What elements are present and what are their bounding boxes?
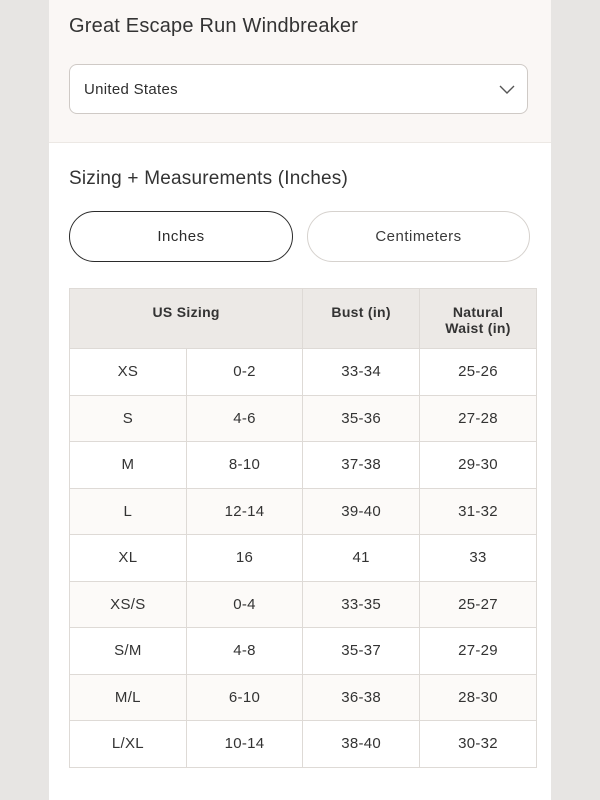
- table-row: [70, 674, 537, 721]
- inches-toggle-button[interactable]: Inches: [69, 211, 293, 262]
- product-title: Great Escape Run Windbreaker: [69, 15, 359, 37]
- waist-cell: 25-27: [420, 581, 537, 628]
- us-number-cell: 8-10: [186, 442, 303, 489]
- table-row: [70, 628, 537, 675]
- centimeters-toggle-button[interactable]: Centimeters: [307, 211, 530, 262]
- waist-cell: 33: [420, 535, 537, 582]
- size-cell: M: [70, 442, 187, 489]
- us-number-cell: 0-4: [186, 581, 303, 628]
- bust-header: Bust (in): [303, 289, 420, 349]
- us-number-cell: 12-14: [186, 488, 303, 535]
- size-cell: S: [70, 395, 187, 442]
- us-number-cell: 6-10: [186, 674, 303, 721]
- us-number-cell: 10-14: [186, 721, 303, 768]
- waist-cell: 29-30: [420, 442, 537, 489]
- us-number-cell: 4-6: [186, 395, 303, 442]
- country-select-value: United States: [84, 81, 178, 98]
- table-header-row: [70, 289, 537, 349]
- us-sizing-header: US Sizing: [70, 289, 303, 349]
- waist-cell: 25-26: [420, 349, 537, 396]
- section-title: Sizing + Measurements (Inches): [69, 168, 348, 189]
- bust-cell: 39-40: [303, 488, 420, 535]
- size-cell: XS/S: [70, 581, 187, 628]
- size-table: [69, 288, 537, 768]
- chevron-down-icon: [499, 83, 515, 95]
- table-row: [70, 395, 537, 442]
- bust-cell: 37-38: [303, 442, 420, 489]
- waist-cell: 30-32: [420, 721, 537, 768]
- size-cell: M/L: [70, 674, 187, 721]
- bust-cell: 33-35: [303, 581, 420, 628]
- waist-cell: 31-32: [420, 488, 537, 535]
- product-header-panel: [49, 0, 551, 143]
- waist-cell: 27-28: [420, 395, 537, 442]
- size-cell: L: [70, 488, 187, 535]
- table-row: [70, 535, 537, 582]
- country-select[interactable]: [69, 64, 528, 114]
- bust-cell: 38-40: [303, 721, 420, 768]
- size-cell: S/M: [70, 628, 187, 675]
- size-guide-sheet: [49, 0, 551, 800]
- size-cell: L/XL: [70, 721, 187, 768]
- table-row: [70, 349, 537, 396]
- bust-cell: 36-38: [303, 674, 420, 721]
- bust-cell: 35-36: [303, 395, 420, 442]
- waist-header: Natural Waist (in): [420, 289, 537, 349]
- size-cell: XL: [70, 535, 187, 582]
- table-row: [70, 442, 537, 489]
- bust-cell: 35-37: [303, 628, 420, 675]
- us-number-cell: 4-8: [186, 628, 303, 675]
- size-cell: XS: [70, 349, 187, 396]
- bust-cell: 33-34: [303, 349, 420, 396]
- table-row: [70, 721, 537, 768]
- waist-cell: 28-30: [420, 674, 537, 721]
- us-number-cell: 0-2: [186, 349, 303, 396]
- us-number-cell: 16: [186, 535, 303, 582]
- size-table-body: [70, 349, 537, 768]
- bust-cell: 41: [303, 535, 420, 582]
- waist-cell: 27-29: [420, 628, 537, 675]
- table-row: [70, 581, 537, 628]
- table-row: [70, 488, 537, 535]
